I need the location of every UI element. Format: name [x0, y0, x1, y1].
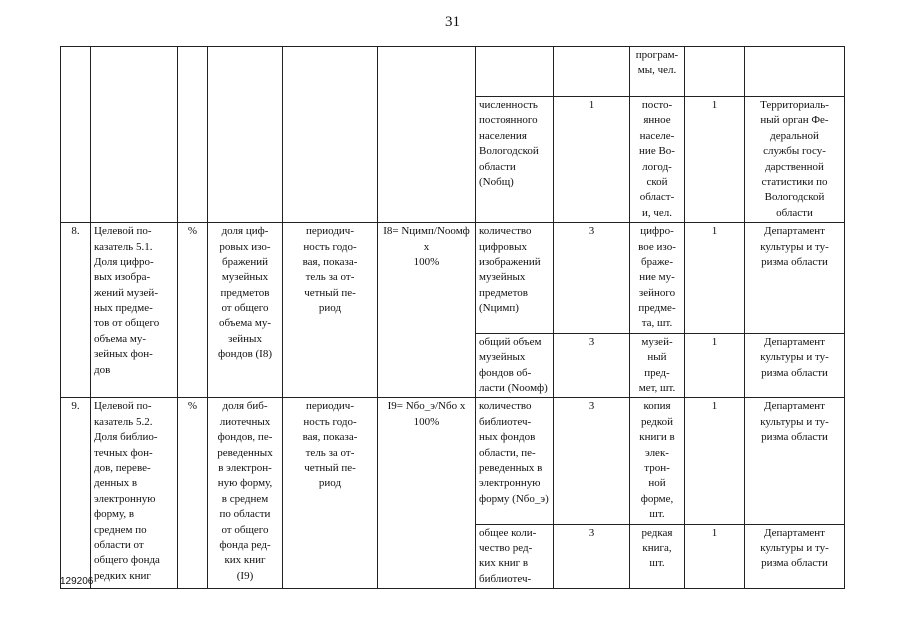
sub-responsible-cell: Департамент культуры и ту- ризма области [745, 398, 845, 524]
row-num-cell: 8. [61, 223, 91, 398]
title-cell: Целевой по- казатель 5.2. Доля библио- течных фон- дов, переве- денных в электронную форму, в среднем по области от общего фонда редких книг [91, 398, 178, 589]
definition-cell: доля биб- лиотечных фондов, пе- реведенных в электрон- ную форму, в среднем по области от общего фонда ред- ких книг (I9) [208, 398, 283, 589]
sub-method-cell: 1 [685, 333, 745, 398]
sub-unit-cell: посто- янное населе- ние Во- логод- ской област- и, чел. [630, 97, 685, 223]
row-num-cell [61, 47, 91, 223]
document-code: 129206 [60, 576, 94, 587]
sub-name-cell: количество цифровых изображений музейных предметов (Nцимп) [476, 223, 554, 334]
sub-code-cell [554, 47, 630, 97]
sub-responsible-cell: Департамент культуры и ту- ризма области [745, 524, 845, 589]
sub-method-cell: 1 [685, 524, 745, 589]
formula-cell [378, 47, 476, 223]
page-number: 31 [445, 14, 460, 30]
sub-method-cell: 1 [685, 223, 745, 334]
definition-cell: доля циф- ровых изо- бражений музейных предметов от общего объема му- зейных фондов (I8) [208, 223, 283, 398]
sub-unit-cell: програм- мы, чел. [630, 47, 685, 97]
sub-unit-cell: цифро- вое изо- браже- ние му- зейного предме- та, шт. [630, 223, 685, 334]
sub-code-cell: 3 [554, 223, 630, 334]
formula-cell: I8= Nцимп/Nоомф х 100% [378, 223, 476, 398]
unit-cell [178, 47, 208, 223]
periodicity-cell [283, 47, 378, 223]
definition-cell [208, 47, 283, 223]
indicators-table [60, 46, 845, 589]
sub-unit-cell: музей- ный пред- мет, шт. [630, 333, 685, 398]
sub-unit-cell: копия редкой книги в элек- трон- ной форме, шт. [630, 398, 685, 524]
table-row [61, 398, 845, 524]
title-cell: Целевой по- казатель 5.1. Доля цифро- вых изобра- жений музей- ных предме- тов от общего объема му- зейных фон- дов [91, 223, 178, 398]
unit-cell: % [178, 398, 208, 589]
row-num-cell: 9. [61, 398, 91, 589]
sub-name-cell: количество библиотеч- ных фондов области, пе- реведенных в электронную форму (Nбо_э) [476, 398, 554, 524]
unit-cell: % [178, 223, 208, 398]
sub-name-cell: общий объем музейных фондов об- ласти (Nоомф) [476, 333, 554, 398]
sub-responsible-cell: Департамент культуры и ту- ризма области [745, 333, 845, 398]
periodicity-cell: периодич- ность годо- вая, показа- тель за от- четный пе- риод [283, 398, 378, 589]
sub-method-cell: 1 [685, 97, 745, 223]
sub-code-cell: 3 [554, 524, 630, 589]
sub-name-cell: общее коли- чество ред- ких книг в библиотеч- [476, 524, 554, 589]
sub-unit-cell: редкая книга, шт. [630, 524, 685, 589]
sub-code-cell: 3 [554, 333, 630, 398]
sub-name-cell: численность постоянного населения Вологодской области (Nобщ) [476, 97, 554, 223]
formula-cell: I9= Nбо_э/Nбо х 100% [378, 398, 476, 589]
sub-responsible-cell: Департамент культуры и ту- ризма области [745, 223, 845, 334]
sub-responsible-cell [745, 47, 845, 97]
sub-responsible-cell: Территориаль- ный орган Фе- деральной службы госу- дарственной статистики по Вологодской области [745, 97, 845, 223]
sub-method-cell: 1 [685, 398, 745, 524]
table-row [61, 47, 845, 97]
sub-code-cell: 1 [554, 97, 630, 223]
periodicity-cell: периодич- ность годо- вая, показа- тель за от- четный пе- риод [283, 223, 378, 398]
title-cell [91, 47, 178, 223]
table-row [61, 223, 845, 334]
sub-name-cell [476, 47, 554, 97]
sub-code-cell: 3 [554, 398, 630, 524]
sub-method-cell [685, 47, 745, 97]
